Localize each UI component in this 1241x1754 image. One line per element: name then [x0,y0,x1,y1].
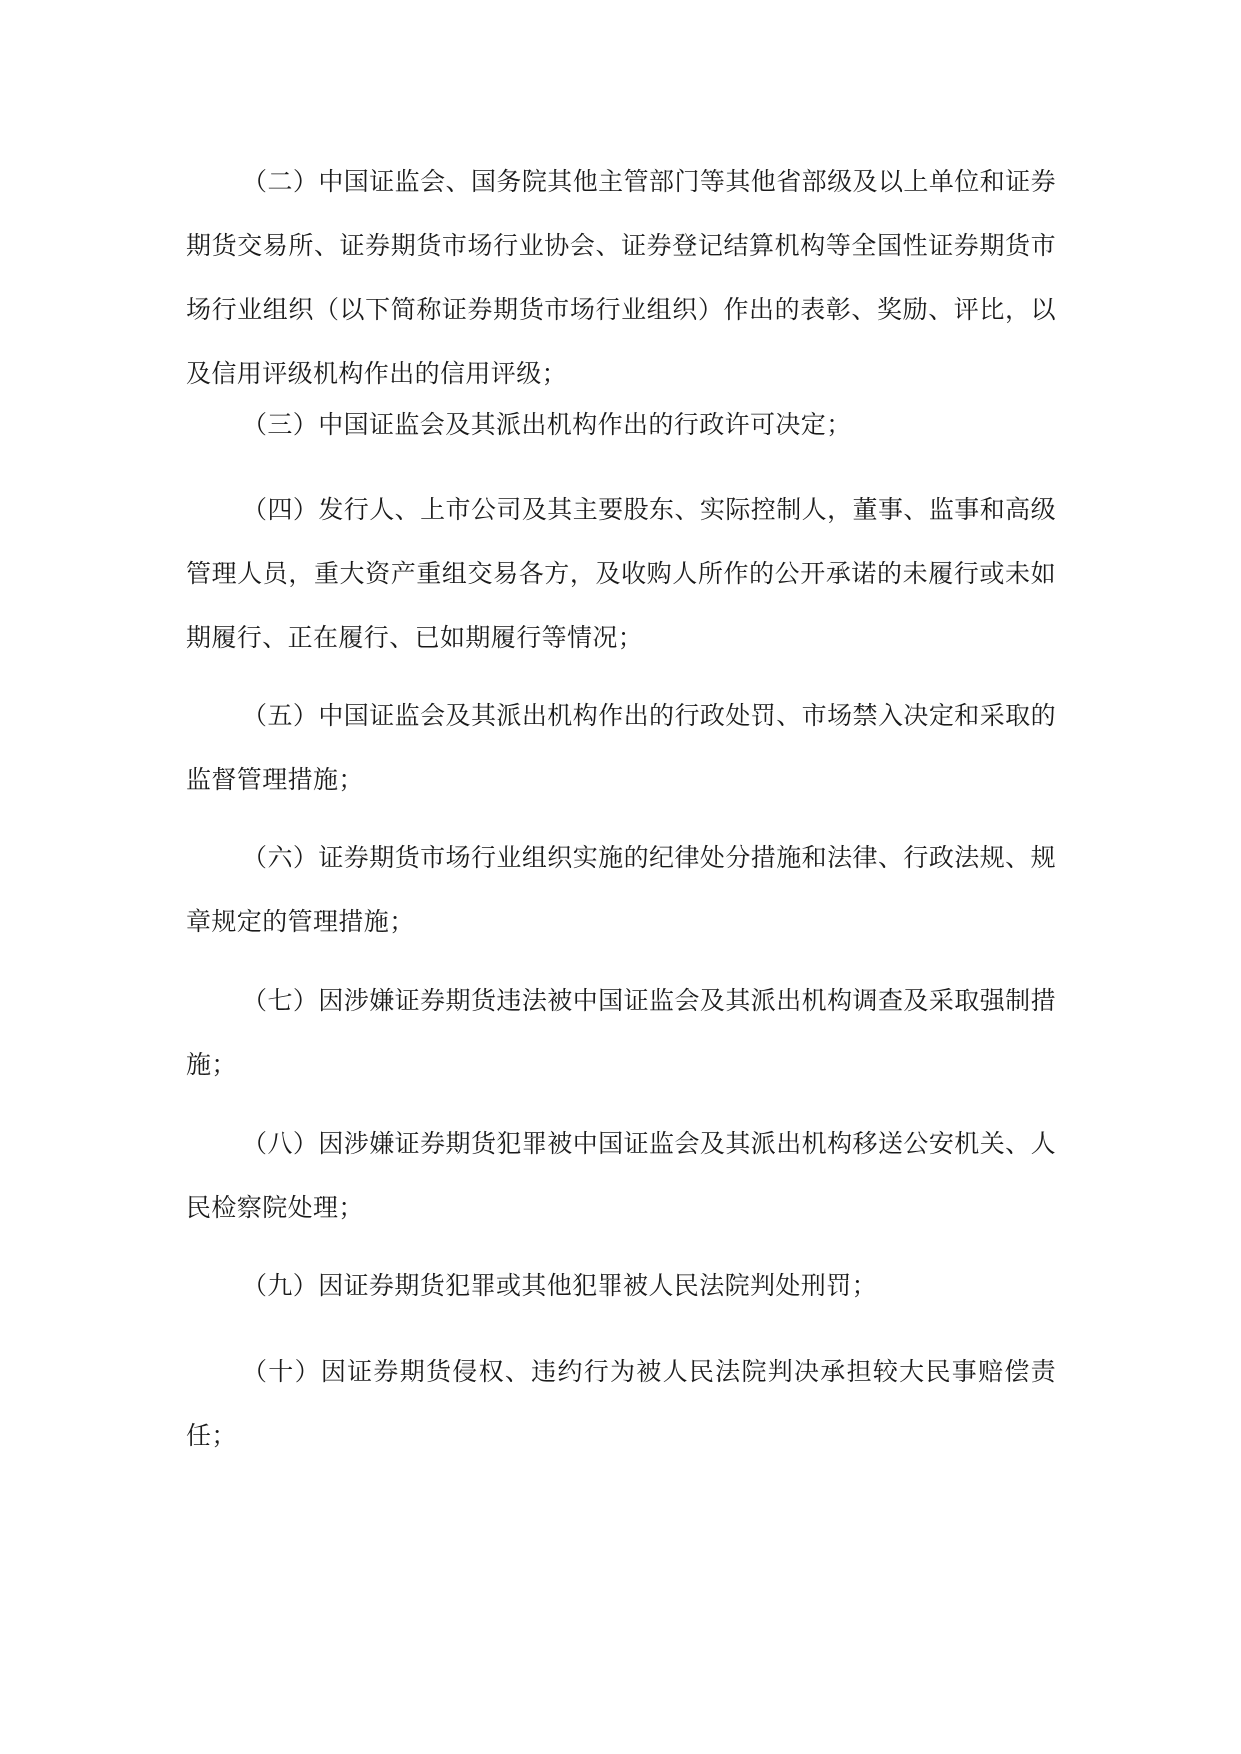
paragraph-item-8: （八）因涉嫌证券期货犯罪被中国证监会及其派出机构移送公安机关、人民检察院处理； [186,1129,1056,1222]
paragraph-item-5: （五）中国证监会及其派出机构作出的行政处罚、市场禁入决定和采取的监督管理措施； [186,701,1056,794]
paragraph-item-6: （六）证券期货市场行业组织实施的纪律处分措施和法律、行政法规、规章规定的管理措施； [186,843,1056,936]
paragraph-item-4: （四）发行人、上市公司及其主要股东、实际控制人，董事、监事和高级管理人员，重大资产重组交易各方，及收购人所作的公开承诺的未履行或未如期履行、正在履行、已如期履行等情况； [186,495,1056,652]
paragraph-item-2: （二）中国证监会、国务院其他主管部门等其他省部级及以上单位和证券期货交易所、证券期货市场行业协会、证券登记结算机构等全国性证券期货市场行业组织（以下简称证券期货市场行业组织）作出的表彰、奖励、评比，以及信用评级机构作出的信用评级； [186,167,1056,388]
paragraph-item-7: （七）因涉嫌证券期货违法被中国证监会及其派出机构调查及采取强制措施； [186,986,1056,1079]
paragraph-item-3: （三）中国证监会及其派出机构作出的行政许可决定； [242,410,852,439]
paragraph-item-9: （九）因证券期货犯罪或其他犯罪被人民法院判处刑罚； [242,1271,878,1300]
paragraph-item-10: （十）因证券期货侵权、违约行为被人民法院判决承担较大民事赔偿责任； [186,1357,1056,1450]
